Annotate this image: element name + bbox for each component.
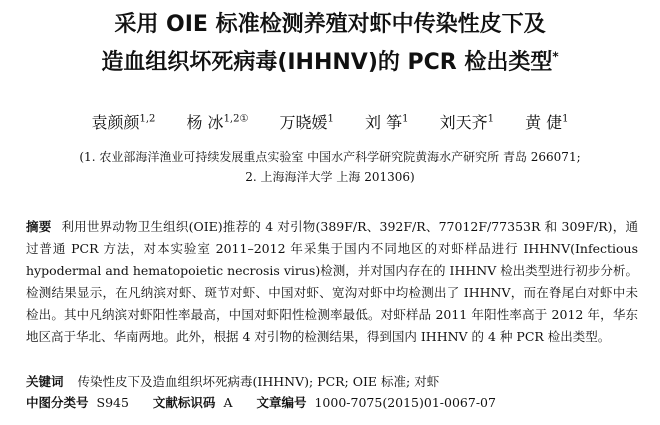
keywords-text: 传染性皮下及造血组织坏死病毒(IHHNV); PCR; OIE 标准; 对虾 — [77, 374, 440, 389]
paper-title-line-1: 采用 OIE 标准检测养殖对虾中传染性皮下及 — [114, 12, 546, 37]
author-1 — [91, 113, 155, 132]
classification-line — [26, 393, 638, 413]
author-5 — [440, 113, 494, 132]
author-name: 刘 筝 — [365, 113, 403, 132]
author-list — [0, 112, 660, 134]
author-name: 袁颜颜 — [91, 113, 140, 132]
keywords-label: 关键词 — [26, 374, 64, 389]
author-affiliation-mark: 1 — [402, 113, 409, 125]
document-code-value: A — [223, 395, 233, 410]
abstract — [26, 216, 638, 348]
article-number-label: 文章编号 — [256, 395, 307, 410]
paper-title-line-2-text: 造血组织坏死病毒(IHHNV)的 PCR 检出类型 — [101, 50, 553, 75]
author-affiliation-mark: 1,2 — [139, 113, 156, 125]
affiliation-line-1: (1. 农业部海洋渔业可持续发展重点实验室 中国水产科学研究院黄海水产研究所 青岛 266071; — [79, 150, 581, 164]
keywords — [26, 372, 638, 392]
abstract-label: 摘要 — [26, 219, 52, 234]
author-2 — [186, 113, 248, 132]
author-name: 万晓媛 — [279, 113, 328, 132]
affiliation-line-2: 2. 上海海洋大学 上海 201306) — [245, 170, 415, 184]
author-affiliation-mark: 1,2① — [223, 113, 249, 125]
clc-value: S945 — [96, 395, 129, 410]
paper-title-line-2 — [0, 48, 660, 78]
author-name: 刘天齐 — [439, 113, 488, 132]
author-name: 黄 倢 — [525, 113, 563, 132]
clc-label: 中图分类号 — [26, 395, 89, 410]
author-name: 杨 冰 — [186, 113, 224, 132]
title-footnote-mark: * — [552, 49, 559, 64]
author-affiliation-mark: 1 — [562, 113, 569, 125]
document-code-label: 文献标识码 — [152, 395, 216, 410]
author-6 — [525, 113, 568, 132]
author-affiliation-mark: 1 — [487, 113, 494, 125]
author-4 — [365, 113, 408, 132]
abstract-text: 利用世界动物卫生组织(OIE)推荐的 4 对引物(389F/R、392F/R、77012F/77353R 和 309F/R)，通过普通 PCR 方法，对本实验室 2011–2012 年采集于国内不同地区的对虾样品进行 IHHNV(Infectious hypodermal and hematopoietic necrosis virus)检测，并对国内存在的 IHHNV 检出类型进行初步分析。检测结果显示，在凡纳滨对虾、斑节对虾、中国对虾、宽沟对虾中均检测出了 IHHNV，而在脊尾白对虾中未检出。其中凡纳滨对虾阳性率最高，中国对虾阳性检测率最低。对虾样品 2011 年阳性率高于 2012 年，华东地区高于华北、华南两地。此外，根据 4 对引物的检测结果，得到国内 IHHNV 的 4 种 PCR 检出类型。 — [26, 219, 638, 344]
article-number-value: 1000-7075(2015)01-0067-07 — [314, 395, 496, 410]
author-3 — [280, 113, 334, 132]
author-affiliation-mark: 1 — [327, 113, 334, 125]
